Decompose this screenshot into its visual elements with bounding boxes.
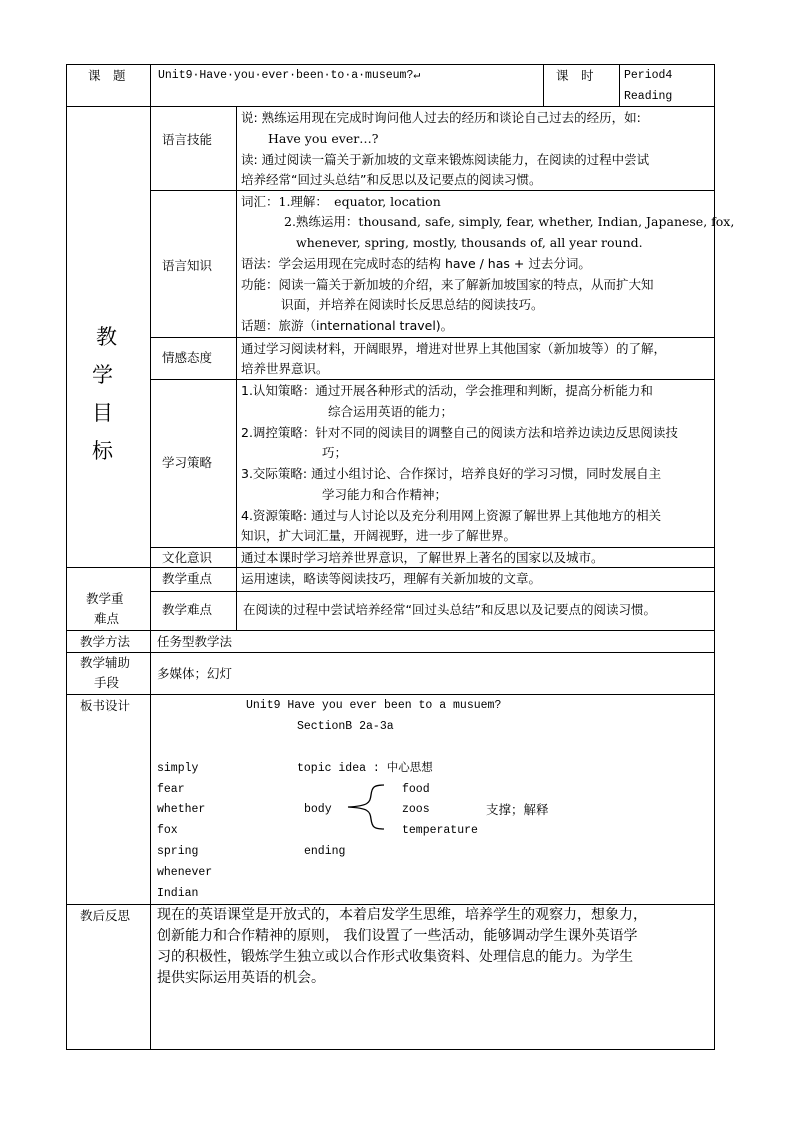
board-word: whether: [157, 803, 206, 816]
difficult-point-label: 教学难点: [162, 602, 213, 617]
culture-text: 通过本课时学习培养世界意识，了解世界上著名的国家以及城市。: [241, 550, 604, 565]
key-point-text: 运用速读，略读等阅读技巧，理解有关新加坡的文章。: [241, 571, 542, 586]
board-branch: zoos: [402, 803, 430, 816]
board-label: 板书设计: [80, 698, 131, 713]
skills-label: 语言技能: [162, 132, 213, 147]
board-word: fear: [157, 783, 185, 796]
board-body: body: [304, 803, 332, 816]
period-value-2: Reading: [624, 90, 673, 103]
board-word: Indian: [157, 887, 199, 900]
knowledge-label: 语言知识: [162, 258, 213, 273]
board-support: 支撑；解释: [486, 802, 549, 817]
objectives-label: 教 学 目 标: [92, 325, 117, 463]
key-point-label: 教学重点: [162, 571, 213, 586]
method-label: 教学方法: [80, 634, 131, 649]
board-branch: temperature: [402, 824, 478, 837]
topic-value: Unit9·Have·you·ever·been·to·a·museum?↵: [158, 69, 421, 82]
board-word: whenever: [157, 866, 213, 879]
board-topic-idea: topic idea : 中心思想: [297, 762, 433, 775]
board-word: fox: [157, 824, 178, 837]
aids-label-1: 教学辅助: [80, 655, 131, 670]
board-branch: food: [402, 783, 430, 796]
board-title: Unit9 Have you ever been to a musuem?: [246, 699, 502, 712]
reflection-label: 教后反思: [80, 908, 131, 923]
board-word: simply: [157, 762, 199, 775]
focus-label-2: 难点: [94, 611, 120, 626]
strategy-label: 学习策略: [162, 455, 213, 470]
board-word: spring: [157, 845, 199, 858]
focus-label-1: 教学重: [86, 591, 124, 606]
method-text: 任务型教学法: [157, 634, 233, 649]
period-label: 课 时: [556, 68, 594, 83]
topic-label: 课 题: [88, 68, 126, 83]
aids-label-2: 手段: [94, 675, 120, 690]
culture-label: 文化意识: [162, 550, 213, 565]
period-value-1: Period4: [624, 69, 673, 82]
board-section: SectionB 2a-3a: [297, 720, 394, 733]
attitude-label: 情感态度: [162, 350, 213, 365]
brace-icon: [344, 783, 386, 831]
difficult-point-text: 在阅读的过程中尝试培养经常“回过头总结”和反思以及记要点的阅读习惯。: [243, 602, 656, 617]
board-ending: ending: [304, 845, 346, 858]
aids-text: 多媒体；幻灯: [157, 666, 233, 681]
